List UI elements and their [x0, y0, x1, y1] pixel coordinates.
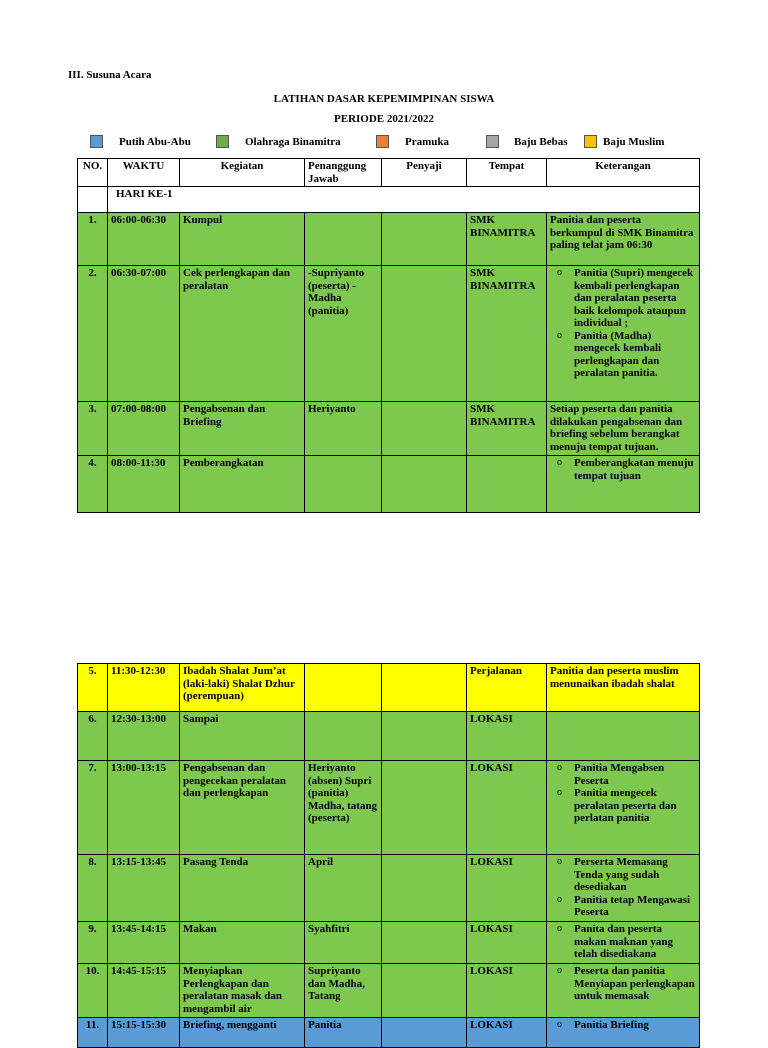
day-label: HARI KE-1	[108, 187, 700, 213]
row-number: 6.	[78, 712, 108, 761]
header-cell: Penanggung Jawab	[305, 159, 382, 187]
legend-item	[216, 135, 341, 148]
row-place: LOKASI	[467, 1018, 547, 1048]
row-presenter	[382, 922, 467, 964]
row-number: 1.	[78, 213, 108, 266]
schedule-table-continued	[77, 663, 700, 1048]
row-place: LOKASI	[467, 922, 547, 964]
row-place: LOKASI	[467, 855, 547, 922]
schedule-table	[77, 158, 700, 513]
row-time: 11:30-12:30	[108, 664, 180, 712]
list-item: o Perserta Memasang Tenda yang sudah desediakan	[574, 856, 696, 894]
row-responsible: Heriyanto (absen) Supri (panitia) Madha, tatang (peserta)	[305, 761, 382, 855]
row-presenter	[382, 456, 467, 513]
notes-list	[550, 923, 696, 961]
table-row	[78, 855, 700, 922]
row-notes	[547, 922, 700, 964]
table-row	[78, 213, 700, 266]
list-item: o Panitia Mengabsen Peserta	[574, 762, 696, 787]
row-time: 08:00-11:30	[108, 456, 180, 513]
header-cell: Keterangan	[547, 159, 700, 187]
row-responsible: Syahfitri	[305, 922, 382, 964]
legend-swatch	[90, 135, 103, 148]
row-activity: Ibadah Shalat Jum’at (laki-laki) Shalat Dzhur (perempuan)	[180, 664, 305, 712]
row-responsible: Heriyanto	[305, 402, 382, 456]
row-activity: Cek perlengkapan dan peralatan	[180, 266, 305, 402]
row-responsible: Supriyanto dan Madha, Tatang	[305, 964, 382, 1018]
row-presenter	[382, 1018, 467, 1048]
document-period: PERIODE 2021/2022	[334, 113, 434, 125]
legend-swatch	[216, 135, 229, 148]
row-activity: Sampai	[180, 712, 305, 761]
row-time: 06:30-07:00	[108, 266, 180, 402]
row-notes	[547, 761, 700, 855]
row-number: 10.	[78, 964, 108, 1018]
uniform-legend	[90, 135, 730, 151]
list-item: o Panitia (Madha) mengecek kembali perlengkapan dan peralatan panitia.	[574, 330, 696, 380]
row-activity: Pengabsenan dan Briefing	[180, 402, 305, 456]
table-row	[78, 1018, 700, 1048]
list-item: o Panitia (Supri) mengecek kembali perlengkapan dan peralatan peserta baik kelompok ataupun individual ;	[574, 267, 696, 330]
row-time: 13:45-14:15	[108, 922, 180, 964]
notes-list	[550, 267, 696, 380]
section-title: III. Susuna Acara	[68, 69, 152, 81]
row-time: 13:15-13:45	[108, 855, 180, 922]
row-place: LOKASI	[467, 712, 547, 761]
header-cell: NO.	[78, 159, 108, 187]
table-row	[78, 964, 700, 1018]
notes-list	[550, 856, 696, 919]
row-place: LOKASI	[467, 761, 547, 855]
row-number: 7.	[78, 761, 108, 855]
day-row	[78, 187, 700, 213]
row-presenter	[382, 213, 467, 266]
row-time: 14:45-15:15	[108, 964, 180, 1018]
row-activity: Makan	[180, 922, 305, 964]
row-number: 2.	[78, 266, 108, 402]
row-number: 11.	[78, 1018, 108, 1048]
row-responsible	[305, 456, 382, 513]
row-number: 5.	[78, 664, 108, 712]
list-item: o Panitia Briefing	[574, 1019, 696, 1032]
row-notes: Panitia dan peserta berkumpul di SMK Binamitra paling telat jam 06:30	[547, 213, 700, 266]
legend-label: Putih Abu-Abu	[119, 135, 191, 148]
row-notes	[547, 855, 700, 922]
legend-swatch	[584, 135, 597, 148]
row-activity: Pemberangkatan	[180, 456, 305, 513]
row-responsible: April	[305, 855, 382, 922]
row-notes	[547, 456, 700, 513]
row-place	[467, 456, 547, 513]
table-row	[78, 402, 700, 456]
legend-item	[90, 135, 191, 148]
document-title: LATIHAN DASAR KEPEMIMPINAN SISWA	[273, 93, 495, 105]
row-notes: Panitia dan peserta muslim menunaikan ibadah shalat	[547, 664, 700, 712]
list-item: o Panita dan peserta makan maknan yang telah disediakana	[574, 923, 696, 961]
row-responsible	[305, 213, 382, 266]
legend-swatch	[486, 135, 499, 148]
legend-item	[486, 135, 568, 148]
header-cell: WAKTU	[108, 159, 180, 187]
row-time: 12:30-13:00	[108, 712, 180, 761]
row-responsible	[305, 712, 382, 761]
legend-item	[584, 135, 664, 148]
table-row	[78, 922, 700, 964]
table-row	[78, 761, 700, 855]
row-number: 3.	[78, 402, 108, 456]
row-notes	[547, 266, 700, 402]
row-presenter	[382, 266, 467, 402]
row-activity: Kumpul	[180, 213, 305, 266]
row-place: LOKASI	[467, 964, 547, 1018]
list-item: o Panitia mengecek peralatan peserta dan perlatan panitia	[574, 787, 696, 825]
header-cell: Tempat	[467, 159, 547, 187]
row-presenter	[382, 712, 467, 761]
list-item: o Pemberangkatan menuju tempat tujuan	[574, 457, 696, 482]
row-responsible: Panitia	[305, 1018, 382, 1048]
row-notes	[547, 964, 700, 1018]
row-presenter	[382, 964, 467, 1018]
legend-label: Pramuka	[405, 135, 449, 148]
row-place: SMK BINAMITRA	[467, 402, 547, 456]
header-cell: Kegiatan	[180, 159, 305, 187]
row-presenter	[382, 855, 467, 922]
row-presenter	[382, 664, 467, 712]
row-activity: Pengabsenan dan pengecekan peralatan dan perlengkapan	[180, 761, 305, 855]
header-row	[78, 159, 700, 187]
row-activity: Pasang Tenda	[180, 855, 305, 922]
table-row	[78, 664, 700, 712]
row-time: 07:00-08:00	[108, 402, 180, 456]
row-presenter	[382, 402, 467, 456]
row-number: 4.	[78, 456, 108, 513]
row-presenter	[382, 761, 467, 855]
row-notes: Setiap peserta dan panitia dilakukan pengabsenan dan briefing sebelum berangkat menuju tempat tujuan.	[547, 402, 700, 456]
notes-list	[550, 762, 696, 825]
row-number: 8.	[78, 855, 108, 922]
legend-label: Olahraga Binamitra	[245, 135, 341, 148]
row-activity: Menyiapkan Perlengkapan dan peralatan masak dan mengambil air	[180, 964, 305, 1018]
table-row	[78, 712, 700, 761]
row-activity: Briefing, mengganti	[180, 1018, 305, 1048]
row-notes	[547, 712, 700, 761]
row-notes	[547, 1018, 700, 1048]
row-responsible: -Supriyanto (peserta) -Madha (panitia)	[305, 266, 382, 402]
list-item: o Panitia tetap Mengawasi Peserta	[574, 894, 696, 919]
table-row	[78, 266, 700, 402]
notes-list	[550, 965, 696, 1003]
row-time: 06:00-06:30	[108, 213, 180, 266]
notes-list	[550, 457, 696, 482]
header-cell: Penyaji	[382, 159, 467, 187]
legend-label: Baju Bebas	[514, 135, 568, 148]
row-place: SMK BINAMITRA	[467, 213, 547, 266]
row-number: 9.	[78, 922, 108, 964]
list-item: o Peserta dan panitia Menyiapan perlengkapan untuk memasak	[574, 965, 696, 1003]
notes-list	[550, 1019, 696, 1032]
row-responsible	[305, 664, 382, 712]
row-place: Perjalanan	[467, 664, 547, 712]
legend-swatch	[376, 135, 389, 148]
legend-item	[376, 135, 449, 148]
row-time: 13:00-13:15	[108, 761, 180, 855]
legend-label: Baju Muslim	[603, 135, 665, 148]
table-row	[78, 456, 700, 513]
row-place: SMK BINAMITRA	[467, 266, 547, 402]
row-time: 15:15-15:30	[108, 1018, 180, 1048]
